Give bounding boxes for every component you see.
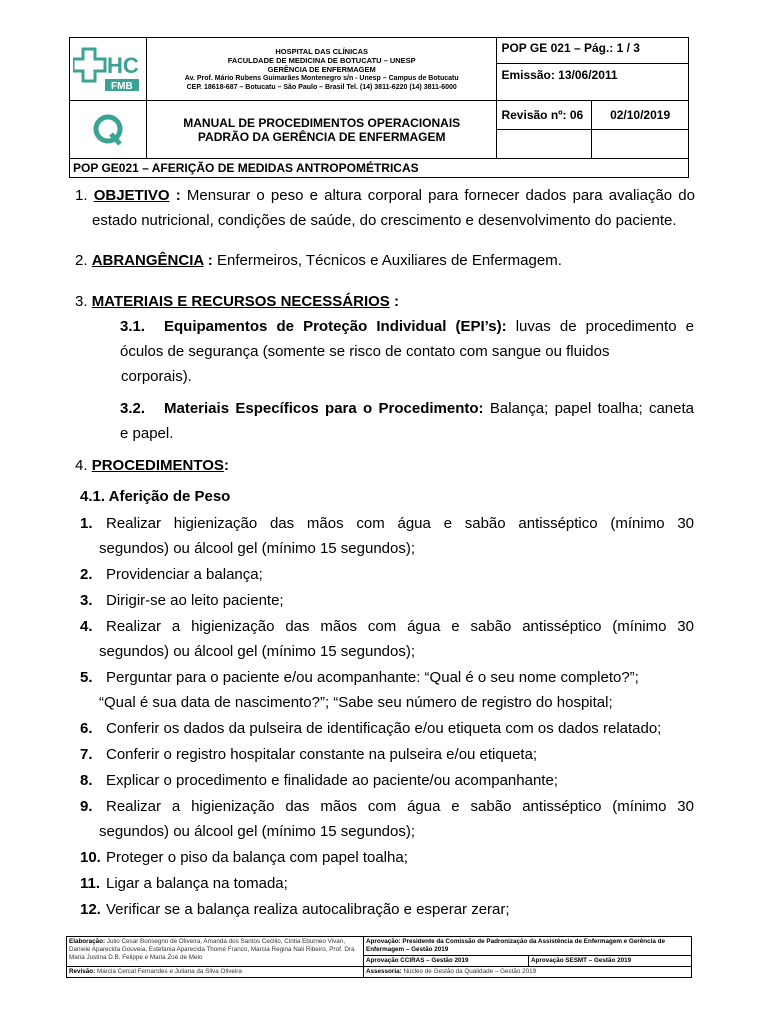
section-number: 2.	[75, 252, 88, 269]
list-item	[80, 794, 694, 845]
document-header	[69, 37, 689, 178]
step-text: Realizar a higienização das mãos com água e sabão antisséptico (mínimo 30	[106, 618, 694, 635]
manual-title-cell	[146, 101, 497, 159]
epi-text: luvas de procedimento e	[506, 318, 694, 335]
hc-cross-icon	[73, 43, 143, 95]
revisao-number: Revisão nº: 06	[497, 101, 591, 130]
materiais-especificos-line2: e papel.	[120, 425, 174, 442]
revisao-footer-text: Márcia Cercal Fernandes e Juliana da Silva Oliveira	[95, 968, 242, 975]
institution-line: HOSPITAL DAS CLÍNICAS	[275, 46, 369, 56]
step-number: 5.	[80, 669, 93, 686]
list-item	[80, 897, 694, 923]
objetivo-text: Mensurar o peso e altura corporal para fornecer dados para avaliação do	[180, 187, 695, 204]
step-number: 4.	[80, 618, 93, 635]
institution-line: GERÊNCIA DE ENFERMAGEM	[267, 64, 376, 74]
elaboracao-label: Elaboração:	[69, 938, 106, 945]
abrangencia-title: ABRANGÊNCIA	[91, 252, 204, 269]
step-text: Ligar a balança na tomada;	[106, 875, 288, 892]
steps-list	[80, 511, 694, 923]
step-line	[80, 665, 694, 690]
list-item	[80, 742, 694, 768]
objetivo-line2: estado nutricional, condições de saúde, do crescimento e desenvolvimento do paciente.	[92, 212, 677, 229]
revisao-date: 02/10/2019	[592, 101, 688, 130]
objetivo-line1	[75, 183, 695, 208]
step-text: Realizar a higienização das mãos com água e sabão antisséptico (mínimo 30	[106, 798, 694, 815]
step-number: 11.	[80, 875, 101, 892]
subsection-afericao-peso: 4.1. Aferição de Peso	[80, 488, 231, 505]
institution-contact: CEP. 18618-687 – Botucatu – São Paulo – Brasil Tel. (14) 3811-6220 (14) 3811-6000	[186, 83, 457, 91]
assessoria-text: Núcleo de Gestão da Qualidade – Gestão 2019	[401, 968, 537, 975]
revisao-footer-label: Revisão:	[69, 968, 96, 975]
pop-page-cell	[497, 38, 689, 101]
step-text: Dirigir-se ao leito paciente;	[106, 592, 284, 609]
section-abrangencia	[75, 248, 695, 273]
subsection-materiais-especificos	[120, 396, 694, 446]
step-text: Proteger o piso da balança com papel toalha;	[106, 849, 408, 866]
materiais-especificos-line1	[120, 396, 694, 421]
step-number: 9.	[80, 798, 93, 815]
elaboracao-text: Julio Cesar Bonsegno de Oliveira, Amanda dos Santos Cecilio, Cintia Eburneo Vivan, Daniele Aparecida Gouveia, Estefania Aparecida Thomé Franco, Marcia Regina Nali Ribeiro, Prof. Dra Maria Justina D.B. Felippe e Maria Zoé de Melo	[69, 938, 355, 961]
assessoria-label: Assessoria:	[366, 968, 402, 975]
step-text: Perguntar para o paciente e/ou acompanhante: “Qual é o seu nome completo?”;	[106, 669, 639, 686]
step-text-cont: segundos) ou álcool gel (mínimo 15 segundos);	[99, 823, 416, 840]
institution-block	[146, 38, 497, 101]
step-text-cont: “Qual é sua data de nascimento?”; “Sabe seu número de registro do hospital;	[99, 694, 613, 711]
step-number: 8.	[80, 772, 93, 789]
revisao-footer-cell	[67, 967, 364, 978]
step-number: 2.	[80, 566, 93, 583]
institution-line: FACULDADE DE MEDICINA DE BOTUCATU – UNESP	[227, 55, 416, 65]
section-objetivo	[75, 183, 695, 233]
abrangencia-colon: :	[203, 252, 213, 269]
epi-number: 3.1.	[120, 318, 146, 335]
manual-title-line1: MANUAL DE PROCEDIMENTOS OPERACIONAIS	[183, 115, 461, 130]
step-number: 7.	[80, 746, 93, 763]
materiais-especificos-title: Materiais Específicos para o Procedimento:	[164, 400, 484, 417]
epi-line2: óculos de segurança (somente se risco de contato com sangue ou fluidos	[120, 343, 610, 360]
assessoria-cell	[364, 967, 692, 978]
step-line	[80, 511, 694, 536]
epi-line3: corporais).	[121, 368, 192, 385]
step-number: 10.	[80, 849, 101, 866]
document-footer	[66, 936, 692, 978]
step-text: Conferir o registro hospitalar constante na pulseira e/ou etiqueta;	[106, 746, 538, 763]
section-number: 4.	[75, 457, 88, 474]
list-item	[80, 768, 694, 794]
step-number: 1.	[80, 515, 93, 532]
list-item	[80, 614, 694, 665]
objetivo-colon: :	[169, 187, 181, 204]
step-text: Verificar se a balança realiza autocalibração e esperar zerar;	[106, 901, 510, 918]
aprovacao-sesmt: Aprovação SESMT – Gestão 2019	[529, 956, 692, 967]
step-number: 3.	[80, 592, 93, 609]
quality-q-logo	[90, 112, 126, 148]
pop-title: POP GE021 – AFERIÇÃO DE MEDIDAS ANTROPOMÉTRICAS	[70, 159, 689, 178]
subsection-epi	[120, 314, 694, 389]
list-item	[80, 588, 694, 614]
abrangencia-text: Enfermeiros, Técnicos e Auxiliares de Enfermagem.	[212, 252, 562, 269]
step-number: 12.	[80, 901, 101, 918]
quality-logo-cell	[70, 101, 147, 159]
procedimentos-title: PROCEDIMENTOS	[91, 457, 224, 474]
list-item	[80, 845, 694, 871]
section-number: 3.	[75, 293, 88, 310]
step-text: Conferir os dados da pulseira de identificação e/ou etiqueta com os dados relatado;	[106, 720, 662, 737]
pop-page-number: POP GE 021 – Pág.: 1 / 3	[497, 38, 688, 64]
revisao-cell	[497, 101, 592, 159]
list-item	[80, 871, 694, 897]
procedimentos-colon: :	[223, 457, 229, 474]
step-line	[80, 614, 694, 639]
step-text: Providenciar a balança;	[106, 566, 263, 583]
section-number: 1.	[75, 187, 88, 204]
list-item	[80, 716, 694, 742]
section-materiais	[75, 289, 695, 314]
materiais-especificos-number: 3.2.	[120, 400, 146, 417]
revisao-date-cell	[592, 101, 689, 159]
institution-address: Av. Prof. Mário Rubens Guimarães Montenegro s/n - Unesp – Campus de Botucatu	[184, 74, 459, 82]
materiais-colon: :	[389, 293, 399, 310]
section-procedimentos	[75, 453, 695, 478]
quality-q-icon	[90, 112, 126, 148]
hc-fmb-logo	[73, 43, 143, 95]
aprovacao-cciras: Aprovação CCIRAS – Gestão 2019	[364, 956, 529, 967]
aprovacao-cell: Aprovação: Presidente da Comissão de Padronização da Assistência de Enfermagem e Gerência de Enfermagem – Gestão 2019	[364, 937, 692, 956]
objetivo-title: OBJETIVO	[93, 187, 170, 204]
manual-title-line2: PADRÃO DA GERÊNCIA DE ENFERMAGEM	[197, 129, 446, 144]
step-text: Explicar o procedimento e finalidade ao paciente/ou acompanhante;	[106, 772, 558, 789]
list-item	[80, 511, 694, 562]
step-text-cont: segundos) ou álcool gel (mínimo 15 segundos);	[99, 643, 416, 660]
svg-text:HC: HC	[106, 53, 139, 78]
epi-title: Equipamentos de Proteção Individual (EPI’s):	[164, 318, 507, 335]
svg-text:FMB: FMB	[110, 81, 133, 92]
elaboracao-cell	[67, 937, 364, 967]
list-item	[80, 665, 694, 716]
epi-line1	[120, 314, 694, 339]
step-text-cont: segundos) ou álcool gel (mínimo 15 segundos);	[99, 540, 416, 557]
step-line	[80, 794, 694, 819]
materiais-title: MATERIAIS E RECURSOS NECESSÁRIOS	[91, 293, 390, 310]
step-text: Realizar higienização das mãos com água e sabão antisséptico (mínimo 30	[106, 515, 694, 532]
list-item	[80, 562, 694, 588]
emissao-date: Emissão: 13/06/2011	[501, 68, 618, 82]
step-number: 6.	[80, 720, 93, 737]
materiais-especificos-text: Balança; papel toalha; caneta	[483, 400, 694, 417]
hc-logo-cell	[70, 38, 147, 101]
